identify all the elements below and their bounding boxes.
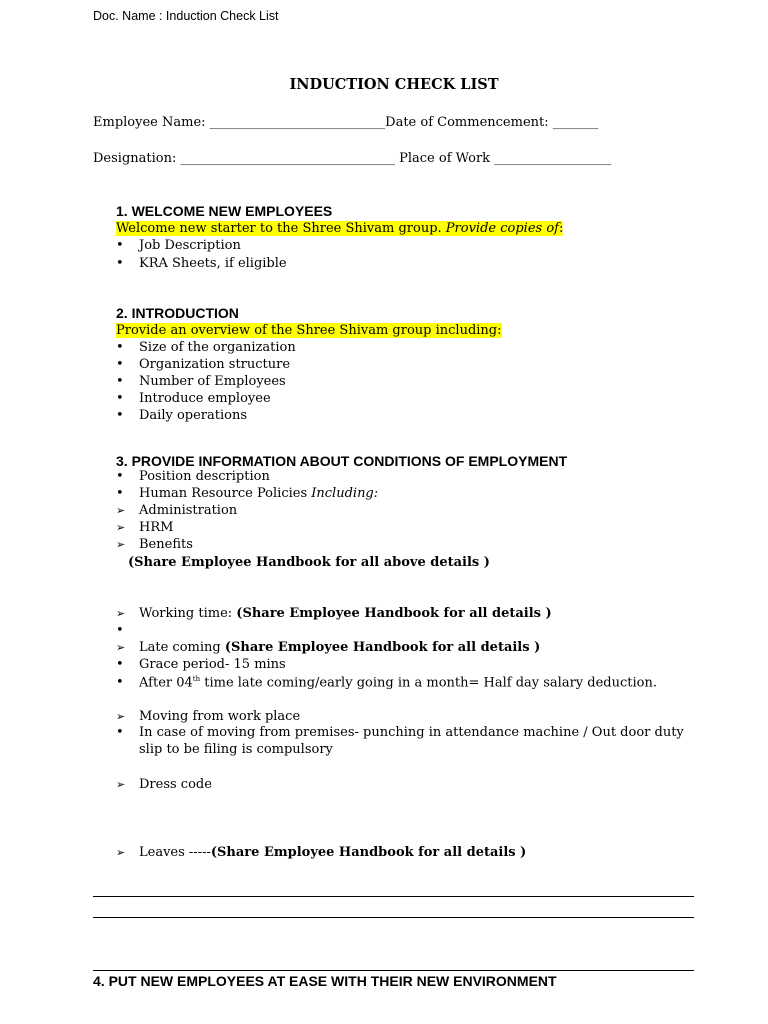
list-item: • Introduce employee: [116, 391, 271, 406]
list-item: • Human Resource Policies Including:: [116, 486, 379, 501]
section3-heading: 3. PROVIDE INFORMATION ABOUT CONDITIONS OF EMPLOYMENT: [116, 453, 568, 469]
arrow-bullet-icon: ➢: [116, 641, 126, 654]
bullet-icon: •: [116, 340, 124, 355]
page-title: INDUCTION CHECK LIST: [289, 76, 499, 93]
divider-line: [93, 917, 694, 918]
arrow-bullet-icon: ➢: [116, 504, 126, 517]
list-item: • After 04th time late coming/early going in a month= Half day salary deduction.: [116, 675, 657, 691]
list-item: ➢ Administration: [116, 503, 238, 518]
bullet-icon: •: [116, 357, 124, 372]
bullet-icon: •: [116, 374, 124, 389]
bullet-icon: •: [116, 256, 124, 271]
divider-line: [93, 970, 694, 971]
bullet-icon: •: [116, 469, 124, 484]
list-item: ➢ Benefits: [116, 537, 193, 552]
section1-heading: 1. WELCOME NEW EMPLOYEES: [116, 203, 333, 219]
list-item: • Number of Employees: [116, 374, 286, 389]
list-item: • In case of moving from premises- punching in attendance machine / Out door duty: [116, 725, 684, 740]
section4-heading: 4. PUT NEW EMPLOYEES AT EASE WITH THEIR NEW ENVIRONMENT: [93, 973, 557, 989]
place-of-work-label: Place of Work __________________: [399, 151, 612, 166]
divider-line: [93, 896, 694, 897]
section2-intro: Provide an overview of the Shree Shivam group including:: [116, 323, 502, 338]
list-item: • Grace period- 15 mins: [116, 657, 286, 672]
list-item: • Job Description: [116, 238, 241, 253]
arrow-bullet-icon: ➢: [116, 607, 126, 620]
arrow-bullet-icon: ➢: [116, 710, 126, 723]
arrow-bullet-icon: ➢: [116, 778, 126, 791]
bullet-icon: •: [116, 486, 124, 501]
section1-intro: Welcome new starter to the Shree Shivam group. Provide copies of:: [116, 221, 564, 236]
handbook-note: (Share Employee Handbook for all above details ): [128, 555, 490, 570]
bullet-icon: •: [116, 675, 124, 691]
bullet-icon: •: [116, 725, 124, 740]
list-item: ➢ Dress code: [116, 777, 212, 792]
arrow-bullet-icon: ➢: [116, 521, 126, 534]
list-item: • Size of the organization: [116, 340, 296, 355]
employee-name-label: Employee Name: ___________________________: [93, 115, 386, 130]
list-item: ➢ Late coming (Share Employee Handbook for all details ): [116, 640, 541, 655]
arrow-bullet-icon: ➢: [116, 538, 126, 551]
list-item: • KRA Sheets, if eligible: [116, 256, 287, 271]
bullet-icon: •: [116, 391, 124, 406]
list-item: • Organization structure: [116, 357, 291, 372]
list-item: ➢ Moving from work place: [116, 709, 301, 724]
list-item: ➢ Leaves -----(Share Employee Handbook for all details ): [116, 845, 527, 860]
bullet-icon: •: [116, 657, 124, 672]
section2-heading: 2. INTRODUCTION: [116, 305, 239, 321]
list-item: ➢ HRM: [116, 520, 174, 535]
bullet-icon: •: [116, 623, 124, 638]
bullet-icon: •: [116, 238, 124, 253]
document-name: Doc. Name : Induction Check List: [93, 9, 279, 23]
bullet-icon: •: [116, 408, 124, 423]
list-item: • Daily operations: [116, 408, 248, 423]
arrow-bullet-icon: ➢: [116, 846, 126, 859]
designation-field: [93, 151, 611, 166]
list-item: • Position description: [116, 469, 270, 484]
employee-name-field: [93, 115, 598, 130]
designation-label: Designation: _________________________________: [93, 151, 395, 166]
empty-list-item: [116, 623, 139, 638]
date-commencement-label: Date of Commencement: _______: [385, 115, 599, 130]
list-item-continuation: slip to be filing is compulsory: [139, 742, 333, 757]
list-item: ➢ Working time: (Share Employee Handbook for all details ): [116, 606, 552, 621]
